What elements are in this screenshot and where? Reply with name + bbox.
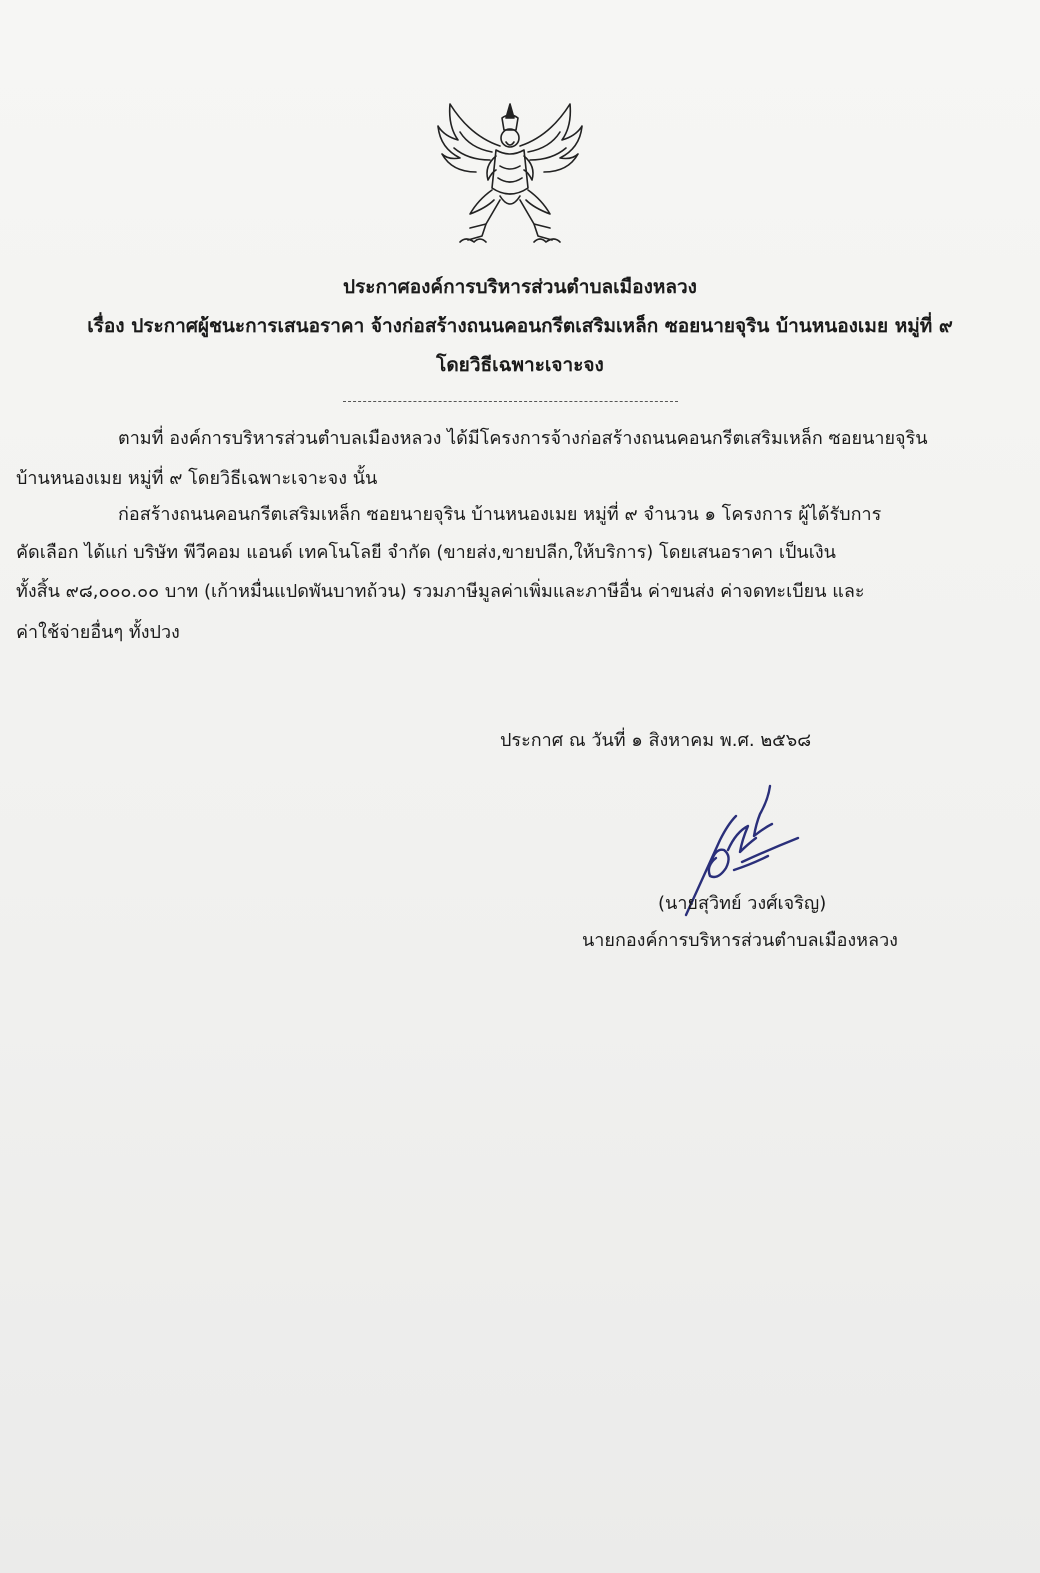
paragraph2-line2: คัดเลือก ได้แก่ บริษัท พีวีคอม แอนด์ เทคโนโลยี จำกัด (ขายส่ง,ขายปลีก,ให้บริการ) โดยเสนอราคา เป็นเงิน [16, 542, 836, 563]
paragraph1-line2: บ้านหนองเมย หมู่ที่ ๙ โดยวิธีเฉพาะเจาะจง นั้น [16, 468, 378, 489]
paragraph2-line4: ค่าใช้จ่ายอื่นๆ ทั้งปวง [16, 622, 180, 643]
paragraph1-line1: ตามที่ องค์การบริหารส่วนตำบลเมืองหลวง ได้มีโครงการจ้างก่อสร้างถนนคอนกรีตเสริมเหล็ก ซอยนายจุริน [118, 428, 928, 449]
procurement-method-line: โดยวิธีเฉพาะเจาะจง [436, 354, 604, 376]
paragraph2-line3: ทั้งสิ้น ๙๘,๐๐๐.๐๐ บาท (เก้าหมื่นแปดพันบาทถ้วน) รวมภาษีมูลค่าเพิ่มและภาษีอื่น ค่าขนส่ง ค่าจดทะเบียน และ [16, 581, 865, 602]
garuda-emblem-icon [430, 96, 590, 256]
org-announcement-title: ประกาศองค์การบริหารส่วนตำบลเมืองหลวง [343, 276, 697, 298]
subject-line: เรื่อง ประกาศผู้ชนะการเสนอราคา จ้างก่อสร้างถนนคอนกรีตเสริมเหล็ก ซอยนายจุริน บ้านหนองเมย หมู่ที่ ๙ [87, 315, 953, 337]
signer-name: (นายสุวิทย์ วงศ์เจริญ) [658, 893, 827, 914]
paragraph2-line1: ก่อสร้างถนนคอนกรีตเสริมเหล็ก ซอยนายจุริน บ้านหนองเมย หมู่ที่ ๙ จำนวน ๑ โครงการ ผู้ได้รับการ [118, 504, 882, 525]
title-separator [343, 401, 678, 402]
signer-title: นายกองค์การบริหารส่วนตำบลเมืองหลวง [582, 930, 898, 951]
announcement-date: ประกาศ ณ วันที่ ๑ สิงหาคม พ.ศ. ๒๕๖๘ [500, 730, 812, 751]
